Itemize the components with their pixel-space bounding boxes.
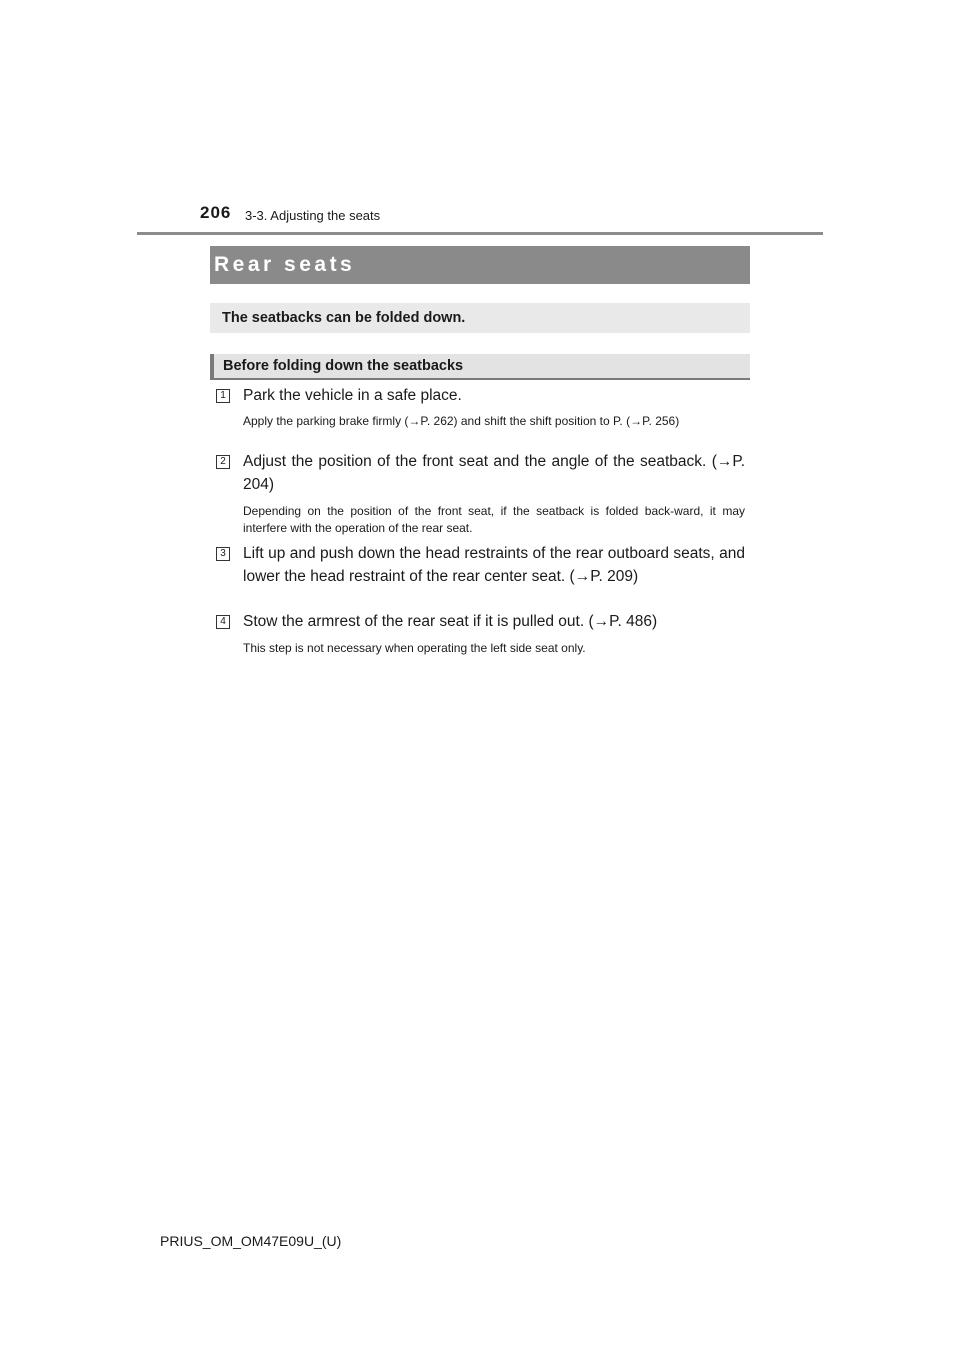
section-reference: 3-3. Adjusting the seats: [245, 208, 381, 223]
step-note-2: Depending on the position of the front seat, if the seatback is folded back-ward, it may interfere with the operation of the rear seat.: [243, 504, 745, 535]
step-text-4: Stow the armrest of the rear seat if it is pulled out. (→P. 486): [243, 613, 658, 630]
step-number-1: 1: [216, 389, 230, 403]
step-number-3: 3: [216, 547, 230, 561]
step-text-2: Adjust the position of the front seat and the angle of the seatback. (→P. 204): [243, 453, 745, 493]
step-text-1: Park the vehicle in a safe place.: [243, 387, 462, 404]
step-text-3: Lift up and push down the head restraints of the rear outboard seats, and lower the head restraint of the rear center seat. (→P. 209): [243, 545, 745, 585]
sub-heading: Before folding down the seatbacks: [210, 354, 750, 380]
footer-document-code: PRIUS_OM_OM47E09U_(U): [160, 1233, 342, 1249]
page-number: 206: [200, 203, 232, 222]
header-divider: [137, 232, 823, 235]
step-note-4: This step is not necessary when operating the left side seat only.: [243, 641, 586, 655]
step-note-1: Apply the parking brake firmly (→P. 262) and shift the shift position to P. (→P. 256): [243, 414, 680, 428]
step-number-2: 2: [216, 455, 230, 469]
section-title: Rear seats: [210, 246, 750, 284]
step-number-4: 4: [216, 615, 230, 629]
intro-box: The seatbacks can be folded down.: [210, 303, 750, 333]
